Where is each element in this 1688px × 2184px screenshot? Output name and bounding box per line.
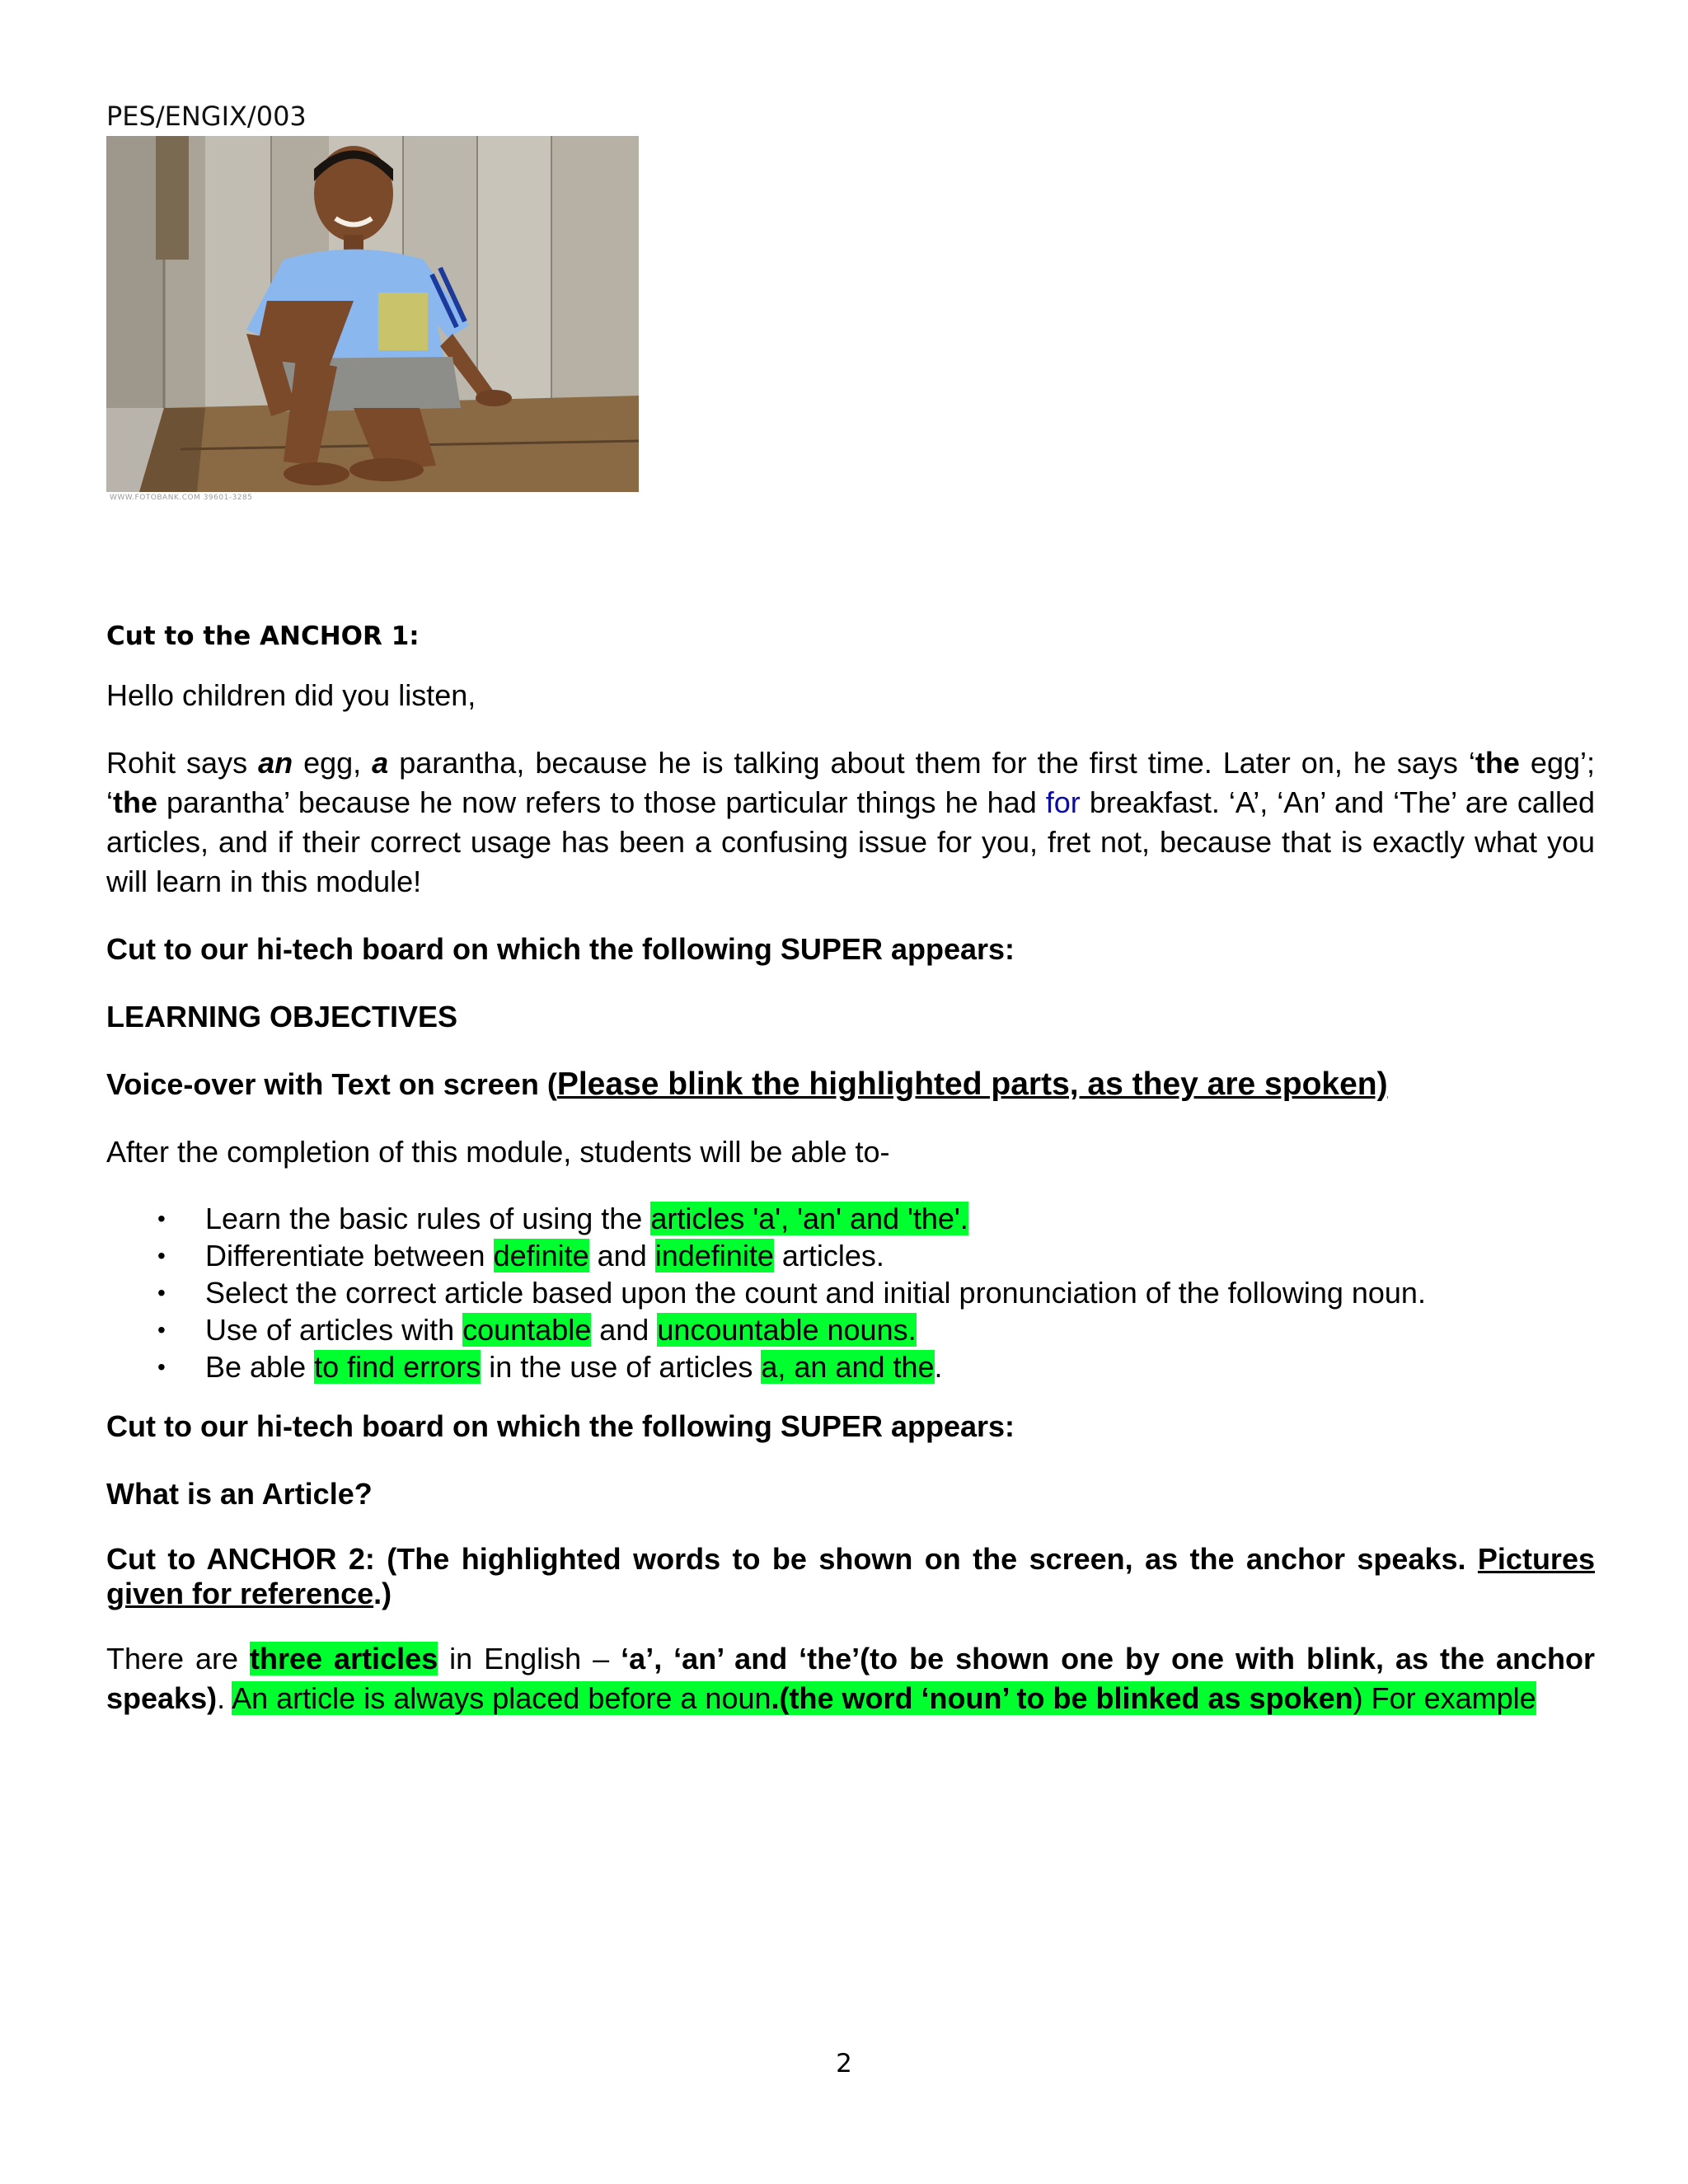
greeting-line: Hello children did you listen, [106,678,476,712]
text-run: Use of articles with [205,1313,463,1347]
bullet-icon: • [157,1317,166,1343]
articles-list-note: ‘a’, ‘an’ and ‘the’(to be shown one by one with blink, as the anchor speaks) [106,1642,1595,1715]
anchor2-instruction [106,1542,1595,1611]
text-run: and [588,1239,655,1272]
intro-paragraph [106,743,1595,902]
list-item [106,1348,1595,1385]
highlight: An article is always placed before a noun [232,1681,771,1715]
document-body [106,618,1595,1746]
three-articles-paragraph [106,1639,1595,1718]
text-run: breakfast. ‘A’, ‘An’ and ‘The’ are called articles, and if their correct usage has been a confusing issue for you, fret not, because that is exactly what you will learn in this module! [106,785,1595,898]
text-run: in English – [438,1642,621,1675]
text-run: parantha’ because he now refers to those particular things he had [157,785,1046,819]
board-instruction-2: Cut to our hi-tech board on which the following SUPER appears: [106,1409,1015,1443]
article-the: the [1475,746,1520,780]
text-run: articles. [773,1239,884,1272]
text-run: Differentiate between [205,1239,494,1272]
list-item [106,1274,1595,1311]
highlight: .(the word ‘noun’ to be blinked as spoken [771,1681,1353,1715]
list-item [106,1200,1595,1237]
text-run: egg’; ‘ [106,746,1595,819]
highlight: definite [493,1239,589,1272]
text-run: egg, [293,746,373,780]
anchor1-heading: Cut to the ANCHOR 1: [106,621,420,651]
pictures-reference: Pictures given for reference [106,1542,1595,1610]
highlight: indefinite [654,1239,774,1272]
highlight: articles 'a', 'an' and 'the'. [650,1202,968,1235]
objectives-list [106,1200,1595,1385]
bullet-icon: • [157,1243,166,1268]
list-item [106,1311,1595,1348]
boy-sitting-illustration [106,136,639,492]
voiceover-note: Please blink the highlighted parts, as they are spoken) [556,1066,1388,1102]
list-item [106,1237,1595,1274]
text-run: Be able [205,1350,315,1384]
text-run: Learn the basic rules of using the [205,1202,651,1235]
text-run: in the use of articles [481,1350,762,1384]
page-number: 2 [836,2049,852,2079]
text-run: . [217,1681,232,1715]
highlight: countable [462,1313,592,1347]
document-code: PES/ENGIX/003 [106,101,307,132]
question-heading: What is an Article? [106,1477,373,1511]
text-run: There are [106,1642,251,1675]
board-instruction-1: Cut to our hi-tech board on which the following SUPER appears: [106,932,1015,966]
article-the: the [113,785,157,819]
word-for: for [1045,785,1081,819]
text-run: Cut to ANCHOR 2: (The highlighted words to be shown on the screen, as the anchor speaks. [106,1542,1478,1576]
bullet-icon: • [157,1206,166,1231]
text-run: . [934,1350,943,1384]
text-run: Rohit says [106,746,259,780]
highlight: a, an and the [761,1350,935,1384]
highlight: uncountable nouns. [657,1313,917,1347]
bullet-icon: • [157,1280,166,1305]
highlight: ) For example [1353,1681,1536,1715]
voiceover-lead: Voice-over with Text on screen ( [106,1067,557,1101]
article-a: a [372,746,389,780]
text-run: and [591,1313,658,1347]
text-run: parantha, because he is talking about them for the first time. Later on, he says ‘ [388,746,1475,780]
text-run: Select the correct article based upon the count and initial pronunciation of the following noun. [205,1276,1426,1310]
objectives-title: LEARNING OBJECTIVES [106,1000,458,1033]
voiceover-instruction [106,1065,1595,1104]
bullet-icon: • [157,1354,166,1380]
highlight: to find errors [314,1350,481,1384]
objectives-intro: After the completion of this module, students will be able to- [106,1135,890,1169]
text-run: .) [373,1577,392,1610]
boy-photo [106,136,639,492]
photo-watermark-caption: WWW.FOTOBANK.COM 39601-3285 [110,494,253,502]
article-an: an [258,746,293,780]
highlight: three articles [250,1642,438,1675]
